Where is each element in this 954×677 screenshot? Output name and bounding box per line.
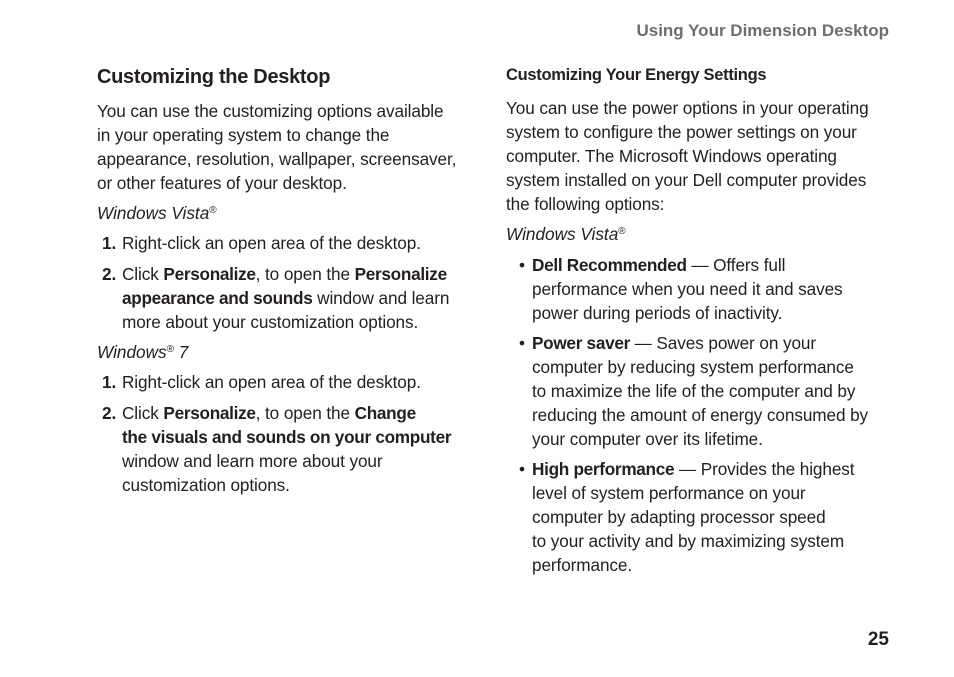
step-text: Click bbox=[122, 403, 164, 423]
power-option-text: power during periods of inactivity. bbox=[532, 303, 783, 323]
os-label-text: Windows bbox=[97, 342, 167, 362]
step-text: Click bbox=[122, 264, 164, 284]
os-label-windows-vista bbox=[506, 222, 626, 246]
power-option-text: performance. bbox=[532, 555, 633, 575]
win7-step-1 bbox=[97, 370, 497, 394]
os-label-text: Windows Vista bbox=[97, 203, 210, 223]
intro-line: system to configure the power settings on your bbox=[506, 122, 857, 142]
step-number: 2. bbox=[102, 264, 117, 284]
intro-line: computer. The Microsoft Windows operating bbox=[506, 146, 837, 166]
power-option-text: level of system performance on your bbox=[532, 483, 806, 503]
power-option-text: — Offers full bbox=[686, 255, 786, 275]
intro-line: or other features of your desktop. bbox=[97, 173, 347, 193]
power-option-text: — Saves power on your bbox=[629, 333, 816, 353]
power-option-term: Dell Recommended bbox=[532, 255, 687, 275]
ui-term-window-name: Personalize bbox=[354, 264, 447, 284]
power-option-text: to your activity and by maximizing system bbox=[532, 531, 845, 551]
os-label-windows-7 bbox=[97, 340, 188, 364]
bullet-icon: • bbox=[519, 459, 525, 479]
step-number: 1. bbox=[102, 233, 117, 253]
step-text: customization options. bbox=[122, 475, 290, 495]
ui-term-window-name: the visuals and sounds on your computer bbox=[122, 427, 452, 447]
power-option-text: computer by reducing system performance bbox=[532, 357, 854, 377]
power-option-term: Power saver bbox=[532, 333, 630, 353]
vista-step-2 bbox=[97, 262, 497, 334]
step-text: Right-click an open area of the desktop. bbox=[122, 233, 421, 253]
power-option-text: — Provides the highest bbox=[674, 459, 855, 479]
win7-step-2 bbox=[97, 401, 497, 497]
vista-step-1 bbox=[97, 231, 497, 255]
ui-term-window-name: appearance and sounds bbox=[122, 288, 313, 308]
section-heading-energy-settings: Customizing Your Energy Settings bbox=[506, 66, 767, 84]
power-option-text: to maximize the life of the computer and by bbox=[532, 381, 856, 401]
bullet-icon: • bbox=[519, 333, 525, 353]
intro-paragraph bbox=[97, 99, 482, 195]
step-number: 1. bbox=[102, 372, 117, 392]
os-label-suffix: 7 bbox=[173, 342, 189, 362]
ui-term-personalize: Personalize bbox=[163, 264, 256, 284]
energy-intro-paragraph bbox=[506, 96, 896, 216]
power-option-dell-recommended bbox=[506, 253, 906, 325]
ui-term-window-name: Change bbox=[354, 403, 416, 423]
os-label-text: Windows Vista bbox=[506, 224, 619, 244]
registered-mark: ® bbox=[618, 226, 626, 237]
power-option-high-performance bbox=[506, 457, 906, 577]
step-text: , to open the bbox=[255, 264, 355, 284]
intro-line: You can use the customizing options available bbox=[97, 101, 444, 121]
intro-line: You can use the power options in your operating bbox=[506, 98, 869, 118]
bullet-icon: • bbox=[519, 255, 525, 275]
registered-mark: ® bbox=[209, 205, 217, 216]
step-number: 2. bbox=[102, 403, 117, 423]
intro-line: in your operating system to change the bbox=[97, 125, 390, 145]
power-option-term: High performance bbox=[532, 459, 675, 479]
step-text: more about your customization options. bbox=[122, 312, 419, 332]
ui-term-personalize: Personalize bbox=[163, 403, 256, 423]
section-heading-customizing-desktop: Customizing the Desktop bbox=[97, 66, 331, 88]
power-option-text: performance when you need it and saves bbox=[532, 279, 843, 299]
step-text: Right-click an open area of the desktop. bbox=[122, 372, 421, 392]
step-text: window and learn more about your bbox=[122, 451, 383, 471]
page-number: 25 bbox=[867, 629, 889, 650]
step-text: , to open the bbox=[255, 403, 355, 423]
power-option-power-saver bbox=[506, 331, 906, 451]
intro-line: system installed on your Dell computer provides bbox=[506, 170, 867, 190]
intro-line: the following options: bbox=[506, 194, 665, 214]
power-option-text: computer by adapting processor speed bbox=[532, 507, 826, 527]
registered-mark: ® bbox=[166, 344, 174, 355]
power-option-text: your computer over its lifetime. bbox=[532, 429, 763, 449]
intro-line: appearance, resolution, wallpaper, screensaver, bbox=[97, 149, 457, 169]
step-text: window and learn bbox=[312, 288, 450, 308]
os-label-windows-vista bbox=[97, 201, 217, 225]
power-option-text: reducing the amount of energy consumed by bbox=[532, 405, 869, 425]
running-header: Using Your Dimension Desktop bbox=[636, 21, 889, 40]
